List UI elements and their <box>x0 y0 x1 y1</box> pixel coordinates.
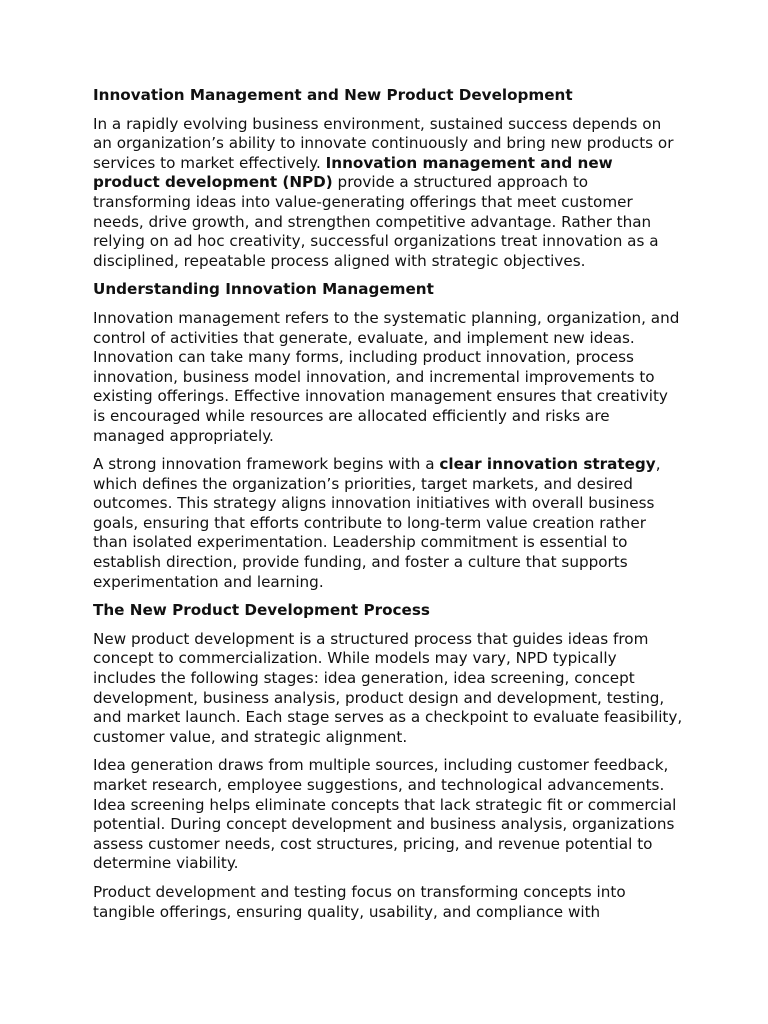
intro-bold-term: Innovation management and new product development (NPD) <box>93 153 613 192</box>
intro-paragraph <box>93 115 683 272</box>
npd-paragraph-1: New product development is a structured process that guides ideas from concept to commercialization. While models may vary, NPD typically includes the following stages: idea generation, idea screening, concept development, business analysis, product design and development, testing, and market launch. Each stage serves as a checkpoint to evaluate feasibility, customer value, and strategic alignment. <box>93 629 683 746</box>
innovation-management-paragraph-1: Innovation management refers to the systematic planning, organization, and control of activities that generate, evaluate, and implement new ideas. Innovation can take many forms, including product innovation, process innovation, business model innovation, and incremental improvements to existing offerings. Effective innovation management ensures that creativity is encouraged while resources are allocated efficiently and risks are managed appropriately. <box>93 308 680 445</box>
npd-paragraph-3: Product development and testing focus on transforming concepts into tangible offerings, ensuring quality, usability, and compliance with <box>93 882 626 921</box>
strategy-text-start: A strong innovation framework begins with a <box>93 455 440 474</box>
section-heading-innovation-management: Understanding Innovation Management <box>93 280 434 299</box>
document-title: Innovation Management and New Product Development <box>93 86 573 104</box>
npd-paragraph-2: Idea generation draws from multiple sources, including customer feedback, market research, employee suggestions, and technological advancements. Idea screening helps eliminate concepts that lack strategic fit or commercial potential. During concept development and business analysis, organizations assess customer needs, cost structures, pricing, and revenue potential to determine viability. <box>93 756 677 873</box>
intro-text-end: provide a structured approach to transforming ideas into value-generating offerings that meet customer needs, drive growth, and strengthen competitive advantage. Rather than relying on ad hoc creativity, successful organizations treat innovation as a disciplined, repeatable process aligned with strategic objectives. <box>93 173 659 270</box>
strategy-bold-term: clear innovation strategy <box>439 455 656 474</box>
intro-text-start: In a rapidly evolving business environment, sustained success depends on an organization’s ability to innovate continuously and bring new products or services to market effectively. <box>93 114 674 172</box>
innovation-management-paragraph-2 <box>93 455 683 592</box>
strategy-text-end: , which defines the organization’s priorities, target markets, and desired outcomes. This strategy aligns innovation initiatives with overall business goals, ensuring that efforts contribute to long-term value creation rather than isolated experimentation. Leadership commitment is essential to establish direction, provide funding, and foster a culture that supports experimentation and learning. <box>93 455 661 591</box>
document-page <box>93 86 683 931</box>
section-heading-npd-process: The New Product Development Process <box>93 601 430 620</box>
